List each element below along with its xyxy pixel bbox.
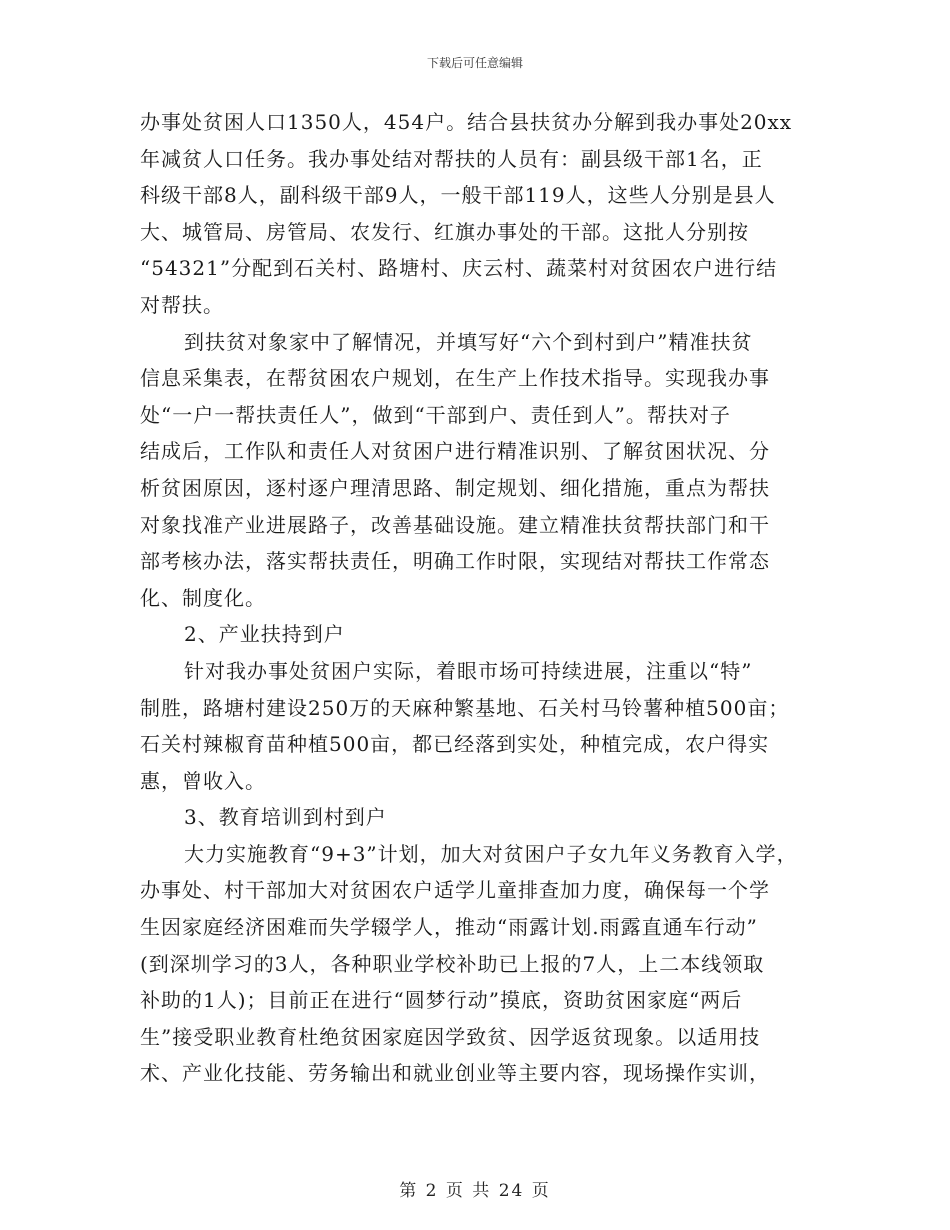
text-line: “54321”分配到石关村、路塘村、庆云村、蔬菜村对贫困农户进行结: [140, 256, 778, 281]
text-line: 石关村辣椒育苗种植500亩，都已经落到实处，种植完成，农户得实: [140, 732, 770, 757]
text-line: 析贫困原因，逐村逐户理清思路、制定规划、细化措施，重点为帮扶: [140, 475, 770, 500]
text-line: 补助的1人)；目前正在进行“圆梦行动”摸底，资助贫困家庭“两后: [140, 988, 743, 1013]
text-line-content: 到扶贫对象家中了解情况，并填写好“六个到村到户”精准扶贫: [184, 329, 753, 354]
document-body: [140, 104, 830, 1092]
text-line: 大、城管局、房管局、农发行、红旗办事处的干部。这批人分别按: [140, 219, 749, 244]
paragraph-2: [140, 324, 830, 617]
text-line: [140, 836, 830, 873]
text-line: 生因家庭经济困难而失学辍学人，推动“雨露计划.雨露直通车行动”: [140, 915, 758, 940]
text-line: 化、制度化。: [140, 585, 266, 610]
heading-text: 3、教育培训到村到户: [184, 805, 387, 830]
text-line: 办事处贫困人口1350人，454户。结合县扶贫办分解到我办事处20xx: [140, 110, 793, 134]
heading-text: 2、产业扶持到户: [184, 622, 345, 647]
text-line: 科级干部8人，副科级干部9人，一般干部119人，这些人分别是县人: [140, 183, 776, 208]
text-line: 对象找准产业进展路子，改善基础设施。建立精准扶贫帮扶部门和干: [140, 512, 770, 537]
section-heading-2: [140, 616, 830, 653]
paragraph-4: [140, 836, 830, 1092]
text-line: (到深圳学习的3人，各种职业学校补助已上报的7人，上二本线领取: [140, 951, 765, 976]
text-line: 部考核办法，落实帮扶责任，明确工作时限，实现结对帮扶工作常态: [140, 549, 770, 574]
text-line: [140, 799, 830, 836]
text-line: 信息采集表，在帮贫困农户规划，在生产上作技术指导。实现我办事: [140, 366, 770, 391]
text-line: 办事处、村干部加大对贫困农户适学儿童排查加力度，确保每一个学: [140, 878, 770, 903]
page-footer: 第 2 页 共 24 页: [399, 1181, 551, 1201]
section-heading-3: [140, 799, 830, 836]
text-line: 生”接受职业教育杜绝贫困家庭因学致贫、因学返贫现象。以适用技: [140, 1024, 761, 1049]
text-line: 处“一户一帮扶责任人”，做到“干部到户、责任到人”。帮扶对子: [140, 402, 731, 427]
text-line: 结成后，工作队和责任人对贫困户进行精准识别、了解贫困状况、分: [140, 439, 770, 464]
text-line-content: 针对我办事处贫困户实际，着眼市场可持续进展，注重以“特”: [184, 658, 753, 683]
text-line-content: 大力实施教育“9+3”计划，加大对贫困户子女九年义务教育入学，: [184, 841, 798, 866]
text-line: [140, 653, 830, 690]
text-line: 术、产业化技能、劳务输出和就业创业等主要内容，现场操作实训，: [140, 1061, 770, 1086]
text-line: 制胜，路塘村建设250万的天麻种繁基地、石关村马铃薯种植500亩；: [140, 695, 790, 720]
page-header: 下载后可任意编辑: [426, 56, 523, 70]
text-line: 对帮扶。: [140, 292, 224, 317]
text-line: 年减贫人口任务。我办事处结对帮扶的人员有：副县级干部1名，正: [140, 146, 763, 171]
text-line: [140, 324, 830, 361]
paragraph-1: [140, 104, 830, 324]
text-line: [140, 616, 830, 653]
paragraph-3: [140, 653, 830, 799]
text-line: 惠，曾收入。: [140, 768, 266, 793]
